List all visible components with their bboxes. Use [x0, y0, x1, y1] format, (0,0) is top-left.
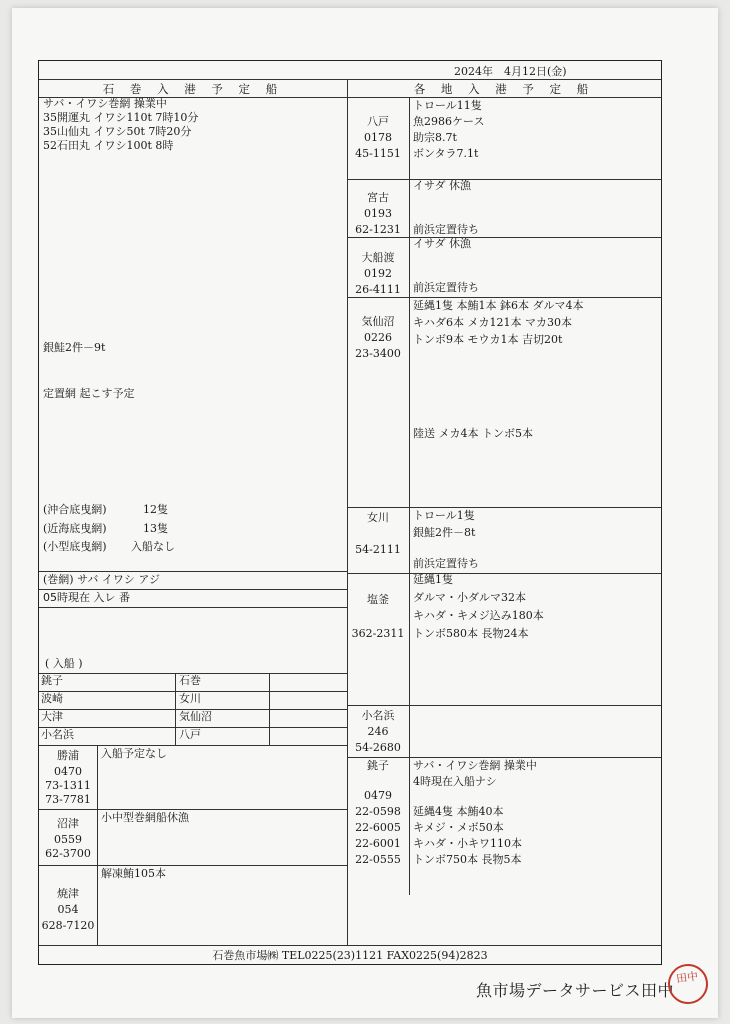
- port-name-numazu: 沼津: [57, 817, 79, 830]
- nyusen-cell: 女川: [179, 692, 201, 705]
- port-tel: 22-0555: [355, 853, 401, 866]
- port-info: 前浜定置待ち: [413, 223, 479, 236]
- port-info: イサダ 休漁: [413, 179, 471, 192]
- port-tel: 0226: [364, 331, 392, 344]
- nyusen-cell: 石巻: [179, 674, 201, 687]
- port-info: 前浜定置待ち: [413, 557, 479, 570]
- port-info: キハダ・キメジ込み180本: [413, 609, 544, 622]
- nyusen-cell: 気仙沼: [179, 710, 212, 723]
- port-name-ofunato: 大船渡: [361, 251, 395, 264]
- port-info: ボンタラ7.1t: [413, 147, 479, 160]
- report-date: 2024年 4月12日(金): [454, 65, 567, 78]
- ishinomaki-line-3: 35山仙丸 イワシ50t 7時20分: [43, 125, 192, 138]
- nyusen-cell: 銚子: [41, 674, 63, 687]
- nyusen-label: ( 入船 ): [45, 657, 83, 670]
- port-tel: 628-7120: [41, 919, 95, 932]
- port-tel: 362-2311: [351, 627, 405, 640]
- port-info: トンボ750本 長物5本: [413, 853, 522, 866]
- port-name-onagawa: 女川: [367, 511, 389, 524]
- port-tel: 62-3700: [45, 847, 91, 860]
- port-tel: 54-2680: [355, 741, 401, 754]
- salmon-line: 銀鮭2件－9t: [43, 341, 106, 354]
- port-info: 前浜定置待ち: [413, 281, 479, 294]
- trawl-label-1: (沖合底曳網): [43, 503, 107, 516]
- port-tel: 0192: [364, 267, 392, 280]
- port-info: イサダ 休漁: [413, 237, 471, 250]
- port-info: 陸送 メカ4本 トンボ5本: [413, 427, 533, 440]
- port-info: キハダ・小キワ110本: [413, 837, 522, 850]
- port-info: トンボ580本 長物24本: [413, 627, 529, 640]
- port-info: トンボ9本 モウカ1本 吉切20t: [413, 333, 563, 346]
- ishinomaki-line-1: サバ・イワシ巻網 操業中: [43, 97, 167, 110]
- time-now: 05時現在 入レ 番: [43, 591, 130, 604]
- port-info: 延縄1隻: [413, 573, 453, 586]
- port-name-kesennuma: 気仙沼: [361, 315, 395, 328]
- port-tel: 0193: [364, 207, 392, 220]
- port-name-yaizu: 焼津: [57, 887, 79, 900]
- port-tel: 23-3400: [355, 347, 401, 360]
- port-tel: 54-2111: [355, 543, 401, 556]
- port-tel: 22-0598: [355, 805, 401, 818]
- port-info: 助宗8.7t: [413, 131, 457, 144]
- port-info: キハダ6本 メカ121本 マカ30本: [413, 316, 572, 329]
- port-tel: 73-1311: [45, 779, 91, 792]
- port-info: キメジ・メボ50本: [413, 821, 504, 834]
- port-tel: 0479: [364, 789, 392, 802]
- port-tel: 246: [367, 725, 389, 738]
- port-name-katsuura: 勝浦: [57, 749, 79, 762]
- ishinomaki-line-4: 52石田丸 イワシ100t 8時: [43, 139, 174, 152]
- port-info: ダルマ・小ダルマ32本: [413, 591, 526, 604]
- trawl-value-2: 13隻: [143, 522, 168, 535]
- port-info: サバ・イワシ巻網 操業中: [413, 759, 537, 772]
- port-info: トロール1隻: [413, 509, 475, 522]
- left-header: 石 巻 入 港 予 定 船: [102, 82, 284, 96]
- nyusen-cell: 波崎: [41, 692, 63, 705]
- trawl-label-2: (近海底曳網): [43, 522, 107, 535]
- signature: 魚市場データサービス田中: [476, 981, 675, 1000]
- port-tel: 054: [57, 903, 79, 916]
- port-tel: 0470: [54, 765, 82, 778]
- port-tel: 0178: [364, 131, 392, 144]
- trawl-value-1: 12隻: [143, 503, 168, 516]
- port-info: 銀鮭2件－8t: [413, 526, 476, 539]
- ishinomaki-line-2: 35開運丸 イワシ110t 7時10分: [43, 111, 199, 124]
- port-tel: 22-6001: [355, 837, 401, 850]
- port-info: 小中型巻網船休漁: [101, 811, 189, 824]
- report-form: [38, 60, 662, 965]
- trawl-value-3: 入船なし: [131, 540, 175, 553]
- port-info: 魚2986ケース: [413, 115, 485, 128]
- nyusen-cell: 大津: [41, 710, 63, 723]
- trawl-label-3: (小型底曳網): [43, 540, 107, 553]
- port-name-hachinohe: 八戸: [367, 115, 389, 128]
- nyusen-cell: 小名浜: [41, 728, 74, 741]
- port-tel: 62-1231: [355, 223, 401, 236]
- footer-contact: 石巻魚市場㈱ TEL0225(23)1121 FAX0225(94)2823: [212, 949, 488, 962]
- port-tel: 22-6005: [355, 821, 401, 834]
- port-info: 入船予定なし: [101, 747, 167, 760]
- right-header: 各 地 入 港 予 定 船: [413, 82, 595, 96]
- port-info: 4時現在入船ナシ: [413, 775, 497, 788]
- port-info: トロール11隻: [413, 99, 482, 112]
- port-name-shiogama: 塩釜: [367, 593, 389, 606]
- teichi-line: 定置網 起こす予定: [43, 387, 135, 400]
- port-name-miyako: 宮古: [367, 191, 389, 204]
- port-name-onahama: 小名浜: [361, 709, 395, 722]
- port-info: 解凍鮪105本: [101, 867, 166, 880]
- port-tel: 0559: [54, 833, 82, 846]
- port-tel: 26-4111: [355, 283, 401, 296]
- port-tel: 73-7781: [45, 793, 91, 806]
- seal-stamp: 田中: [665, 961, 710, 1006]
- port-info: 延縄1隻 本鮪1本 鉢6本 ダルマ4本: [413, 299, 584, 312]
- port-tel: 45-1151: [355, 147, 401, 160]
- port-info: 延縄4隻 本鮪40本: [413, 805, 504, 818]
- nyusen-cell: 八戸: [179, 728, 201, 741]
- makiami-line: (巻網) サバ イワシ アジ: [43, 573, 160, 586]
- port-name-choshi: 銚子: [367, 759, 389, 772]
